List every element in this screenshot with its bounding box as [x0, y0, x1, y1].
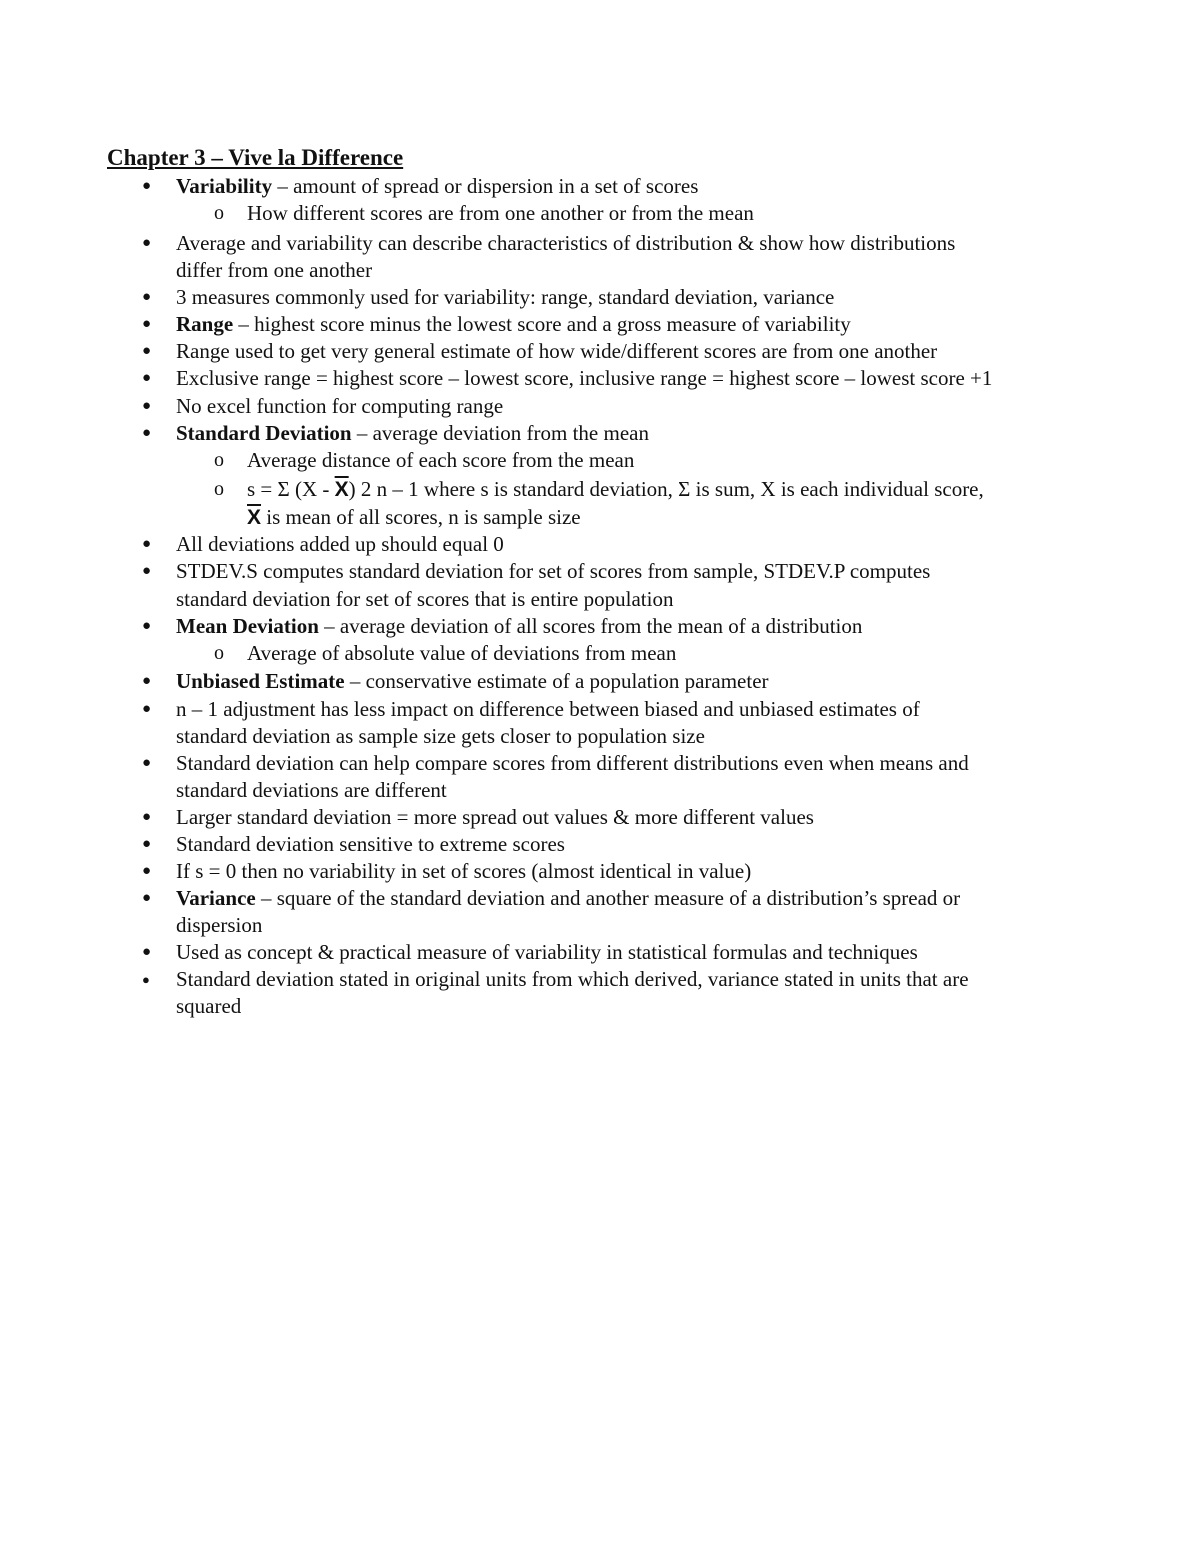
sub-list-item: How different scores are from one another or from the mean: [247, 201, 754, 225]
sub-bullet-icon: o: [214, 478, 224, 500]
bullet-icon: ●: [142, 890, 152, 906]
sd-formula-continued: [247, 504, 581, 531]
bullet-icon: ●: [142, 618, 152, 634]
list-item: [176, 311, 851, 338]
bullet-icon: ●: [142, 673, 152, 689]
list-item: Exclusive range = highest score – lowest score, inclusive range = highest score – lowest score +1: [176, 366, 993, 390]
list-item: [176, 885, 960, 912]
sub-list-item: Average of absolute value of deviations from mean: [247, 641, 677, 665]
formula-text: is mean of all scores, n is sample size: [261, 505, 581, 529]
list-item: n – 1 adjustment has less impact on difference between biased and unbiased estimates of: [176, 697, 920, 721]
sub-bullet-icon: o: [214, 642, 224, 664]
formula-text: s = Σ (X -: [247, 477, 335, 501]
list-item: 3 measures commonly used for variability: range, standard deviation, variance: [176, 285, 835, 309]
bullet-icon: ●: [142, 536, 152, 552]
list-item-continued: standard deviation for set of scores that is entire population: [176, 587, 674, 611]
bullet-icon: ●: [142, 972, 150, 987]
list-item-continued: differ from one another: [176, 258, 373, 282]
bullet-icon: ●: [142, 563, 152, 579]
definition-text: – average deviation from the mean: [351, 421, 649, 445]
x-bar-symbol: $\overline{X}$: [334, 478, 349, 501]
bullet-icon: ●: [142, 398, 152, 414]
bullet-icon: ●: [142, 316, 152, 332]
bullet-icon: ●: [142, 836, 152, 852]
list-item: Standard deviation sensitive to extreme scores: [176, 832, 565, 856]
bullet-icon: ●: [142, 755, 152, 771]
list-item: Used as concept & practical measure of variability in statistical formulas and techniques: [176, 940, 918, 964]
sub-list-item: Average distance of each score from the mean: [247, 448, 635, 472]
term-standard-deviation: Standard Deviation: [176, 421, 352, 445]
list-item: Standard deviation stated in original units from which derived, variance stated in units that are: [176, 967, 969, 991]
term-unbiased-estimate: Unbiased Estimate: [176, 669, 345, 693]
x-bar-symbol: $\overline{X}$: [247, 506, 262, 529]
bullet-icon: ●: [142, 235, 152, 251]
list-item-continued: standard deviation as sample size gets closer to population size: [176, 724, 705, 748]
list-item: No excel function for computing range: [176, 394, 504, 418]
list-item: All deviations added up should equal 0: [176, 532, 504, 556]
list-item: [176, 420, 649, 447]
list-item-continued: dispersion: [176, 913, 263, 937]
list-item: Standard deviation can help compare scores from different distributions even when means and: [176, 751, 969, 775]
bullet-icon: ●: [142, 370, 152, 386]
list-item-continued: standard deviations are different: [176, 778, 447, 802]
list-item: [176, 173, 698, 200]
bullet-icon: ●: [142, 863, 152, 879]
list-item: If s = 0 then no variability in set of scores (almost identical in value): [176, 859, 752, 883]
bullet-icon: ●: [142, 425, 152, 441]
definition-text: – square of the standard deviation and another measure of a distribution’s spread or: [255, 886, 961, 910]
sub-bullet-icon: o: [214, 449, 224, 471]
term-variance: Variance: [176, 886, 256, 910]
definition-text: – highest score minus the lowest score and a gross measure of variability: [233, 312, 851, 336]
list-item-continued: squared: [176, 994, 242, 1018]
definition-text: – average deviation of all scores from the mean of a distribution: [318, 614, 863, 638]
bullet-icon: ●: [142, 701, 152, 717]
bullet-icon: ●: [142, 289, 152, 305]
list-item: [176, 613, 862, 640]
bullet-icon: ●: [142, 178, 152, 194]
term-variability: Variability: [176, 174, 273, 198]
bullet-icon: ●: [142, 944, 152, 960]
definition-text: – amount of spread or dispersion in a set of scores: [272, 174, 699, 198]
sd-formula: [247, 476, 984, 503]
list-item: STDEV.S computes standard deviation for set of scores from sample, STDEV.P computes: [176, 559, 931, 583]
list-item: Average and variability can describe characteristics of distribution & show how distributions: [176, 231, 956, 255]
chapter-title: Chapter 3 – Vive la Difference: [107, 145, 404, 170]
list-item: Larger standard deviation = more spread out values & more different values: [176, 805, 814, 829]
formula-text: ) 2 n – 1 where s is standard deviation, Σ is sum, X is each individual score,: [348, 477, 984, 501]
definition-text: – conservative estimate of a population parameter: [344, 669, 769, 693]
bullet-icon: ●: [142, 809, 152, 825]
list-item: [176, 668, 769, 695]
term-mean-deviation: Mean Deviation: [176, 614, 319, 638]
term-range: Range: [176, 312, 234, 336]
list-item: Range used to get very general estimate of how wide/different scores are from one another: [176, 339, 938, 363]
bullet-icon: ●: [142, 343, 152, 359]
sub-bullet-icon: o: [214, 202, 224, 224]
